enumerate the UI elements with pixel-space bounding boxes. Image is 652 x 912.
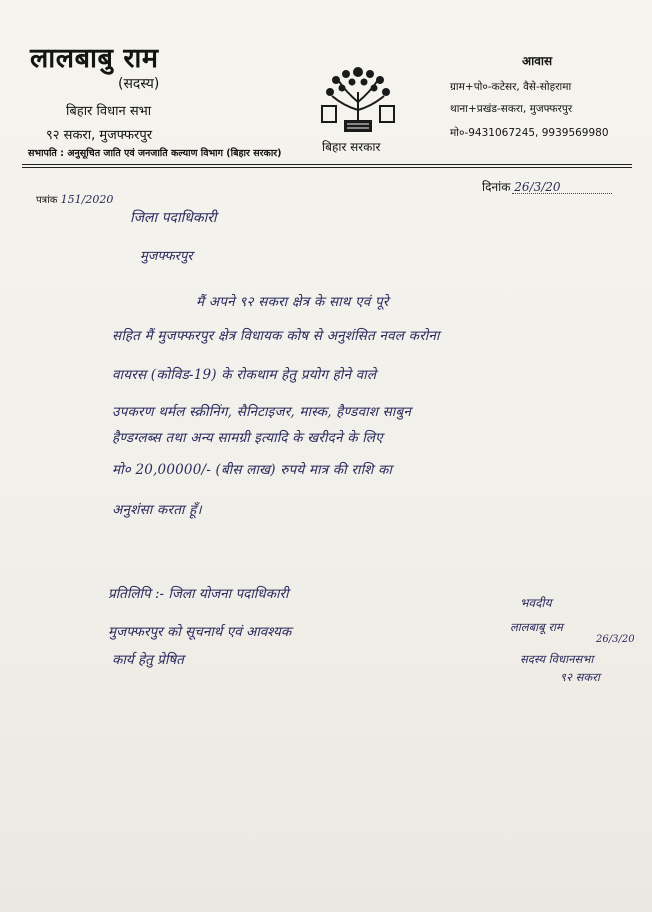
assembly-name: बिहार विधान सभा <box>66 104 152 119</box>
copy-to-line: कार्य हेतु प्रेषित <box>112 652 184 668</box>
member-name: लालबाबु राम <box>30 43 159 74</box>
signature-date: 26/3/20 <box>596 634 635 645</box>
department-line: सभापति : अनुसूचित जाति एवं जनजाति कल्याण विभाग (बिहार सरकार) <box>28 148 282 159</box>
signature-closing: भवदीय <box>520 596 552 610</box>
bihar-govt-emblem-icon <box>316 62 400 138</box>
body-line: अनुशंसा करता हूँ। <box>112 502 202 518</box>
body-line: सहित मैं मुजफ्फरपुर क्षेत्र विधायक कोष से अनुशंसित नवल करोना <box>112 328 440 344</box>
addressee-title: जिला पदाधिकारी <box>130 210 217 226</box>
body-line: मो० 20,00000/- (बीस लाख) रुपये मात्र की राशि का <box>112 462 393 478</box>
copy-to-line: प्रतिलिपि :- जिला योजना पदाधिकारी <box>108 586 289 602</box>
address-line: ग्राम+पो०-कटेसर, वैसे-सोहरामा <box>450 81 572 93</box>
body-line: मैं अपने ९२ सकरा क्षेत्र के साथ एवं पूरे <box>196 294 389 310</box>
signature-constituency: ९२ सकरा <box>560 670 600 684</box>
header-divider-thin <box>22 167 632 168</box>
header-divider <box>22 164 632 165</box>
constituency: ९२ सकरा, मुजफ्फरपुर <box>46 128 153 143</box>
reference-label: पत्रांक <box>36 195 58 206</box>
emblem-caption: बिहार सरकार <box>322 140 381 154</box>
body-line: हैण्डग्लब्स तथा अन्य सामग्री इत्यादि के खरीदने के लिए <box>112 430 383 446</box>
date-value: 26/3/20 <box>514 180 561 194</box>
address-heading: आवास <box>522 54 553 68</box>
addressee-place: मुजफ्फरपुर <box>140 249 193 264</box>
date-dotted-line <box>512 193 612 194</box>
signature-title: सदस्य विधानसभा <box>520 652 594 666</box>
copy-to-line: मुजफ्फरपुर को सूचनार्थ एवं आवश्यक <box>108 624 292 640</box>
address-line: थाना+प्रखंड-सकरा, मुजफ्फरपुर <box>450 103 573 115</box>
reference-value: 151/2020 <box>60 193 114 206</box>
member-role: (सदस्य) <box>118 76 160 92</box>
signature-name: लालबाबू राम <box>510 620 563 634</box>
phone-line: मो०-9431067245, 9939569980 <box>450 127 609 139</box>
date-label: दिनांक <box>482 180 511 194</box>
body-line: वायरस (कोविड-19) के रोकथाम हेतु प्रयोग होने वाले <box>112 367 377 383</box>
reference-number <box>36 192 113 206</box>
body-line: उपकरण थर्मल स्क्रीनिंग, सैनिटाइजर, मास्क, हैण्डवाश साबुन <box>112 404 412 420</box>
